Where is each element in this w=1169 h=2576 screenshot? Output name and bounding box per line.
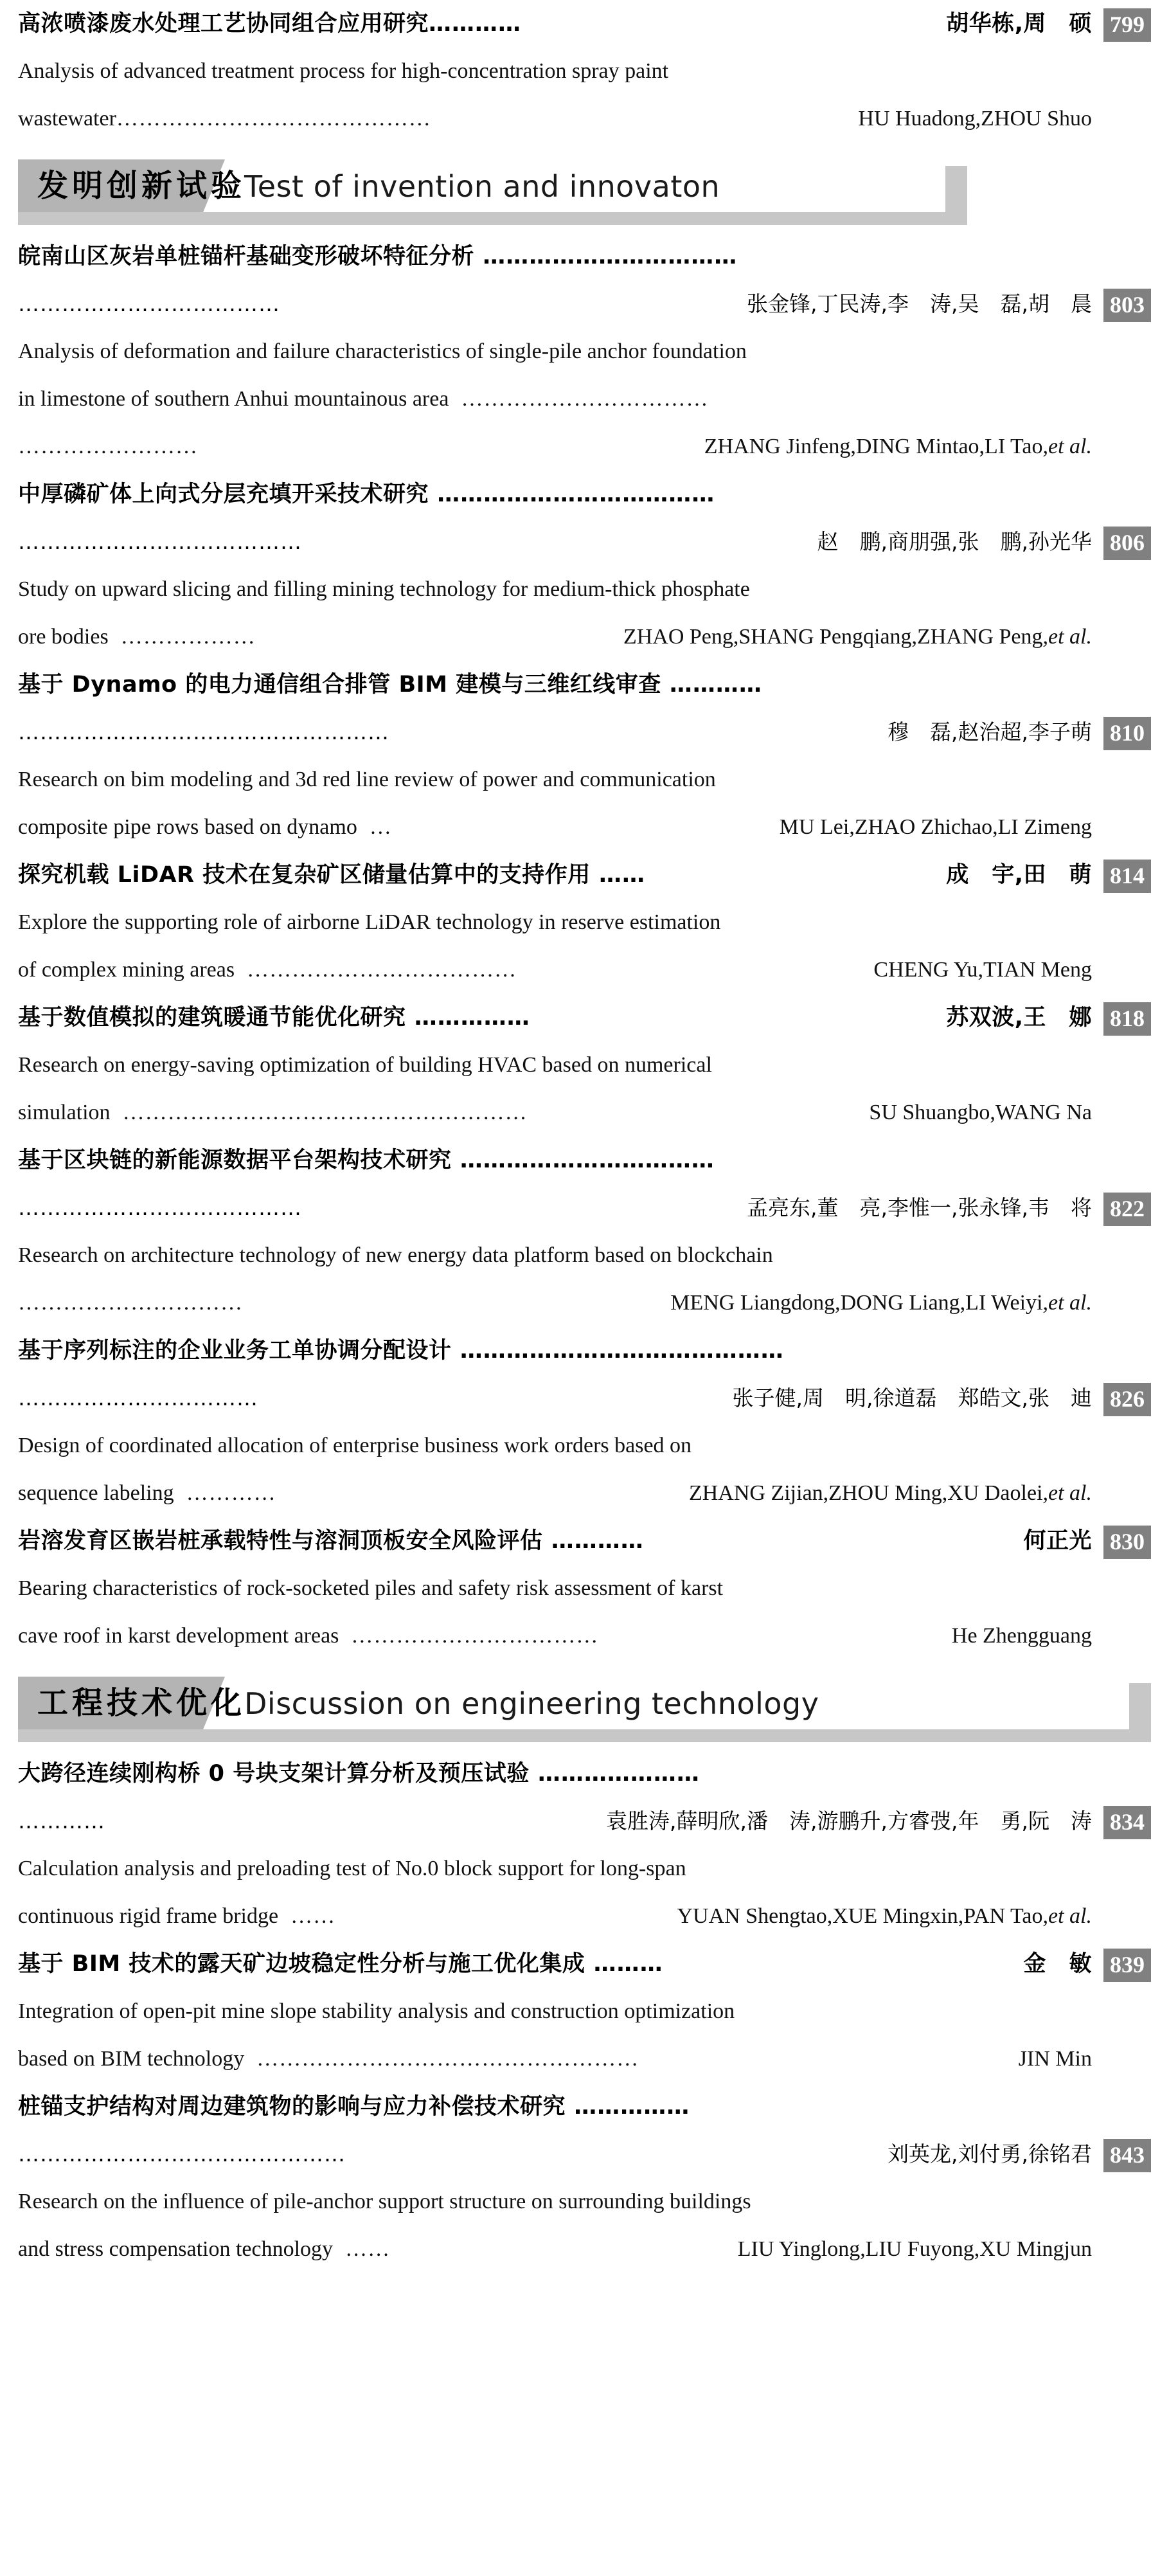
entry-english-line [18, 756, 1151, 804]
leader-dots: … [357, 815, 392, 839]
page-badge-slot [1092, 716, 1151, 749]
toc-entry[interactable] [18, 994, 1151, 1137]
entry-chinese-line [18, 2083, 1151, 2130]
entry-english-title: based on BIM technology [18, 2047, 245, 2071]
entry-chinese-authors: 何正光 [1015, 1528, 1092, 1554]
entry-english-title: in limestone of southern Anhui mountainous area [18, 387, 449, 411]
leader-dots: …………………………………………… [18, 719, 389, 744]
section-heading-chinese: 发明创新试验 [37, 168, 246, 204]
leader-dots: …………………………… [449, 387, 709, 411]
leader-dots: ………… [661, 672, 762, 698]
page-badge-slot [1092, 7, 1151, 41]
entry-chinese-authors-line [18, 708, 1151, 756]
entry-chinese-title: 中厚磷矿体上向式分层充填开采技术研究 [18, 482, 429, 507]
entry-english-title: sequence labeling [18, 1481, 174, 1505]
entry-english-title: composite pipe rows based on dynamo [18, 815, 357, 839]
entry-english-title: Integration of open-pit mine slope stability analysis and construction optimization [18, 1999, 735, 2023]
leader-dots: ………………………………… [18, 529, 302, 554]
entry-chinese-title: 桩锚支护结构对周边建筑物的影响与应力补偿技术研究 [18, 2094, 566, 2120]
toc-entry[interactable] [18, 1137, 1151, 1327]
entry-chinese-authors-line [18, 1184, 1151, 1232]
entry-english-title: of complex mining areas [18, 958, 235, 982]
leader-dots: ……………………………… [18, 291, 280, 316]
entry-english-title: Research on the influence of pile-anchor support structure on surrounding buildings [18, 2190, 751, 2213]
entry-english-line [18, 1893, 1151, 1940]
entry-chinese-title: 基于 BIM 技术的露天矿边坡稳定性分析与施工优化集成 [18, 1951, 585, 1977]
entry-chinese-authors: 张金锋,丁民涛,李 涛,吴 磊,胡 晨 [740, 291, 1092, 316]
entry-english-line [18, 2226, 1151, 2273]
entry-chinese-authors: 孟亮东,董 亮,李惟一,张永锋,韦 将 [740, 1195, 1092, 1220]
leader-dots: ………… [18, 1808, 105, 1833]
entry-english-title: Analysis of deformation and failure characteristics of single-pile anchor foundation [18, 339, 747, 363]
entry-english-line [18, 48, 1151, 95]
et-al-label: ,et al. [1042, 1291, 1092, 1315]
toc-entry[interactable] [18, 2083, 1151, 2273]
entry-chinese-title: 大跨径连续刚构桥 0 号块支架计算分析及预压试验 [18, 1761, 530, 1787]
entry-english-authors: HU Huadong,ZHOU Shuo [858, 107, 1092, 131]
leader-dots: ………… [429, 11, 522, 37]
et-al-label: ,et al. [1042, 625, 1092, 649]
leader-dots: ……………………………… [429, 482, 715, 507]
entry-chinese-title: 基于区块链的新能源数据平台架构技术研究 [18, 1148, 452, 1173]
entry-chinese-authors: 金 敏 [1015, 1951, 1092, 1977]
toc-entry[interactable] [18, 1517, 1151, 1660]
entry-chinese-authors-line [18, 1797, 1151, 1845]
entry-english-authors: CHENG Yu,TIAN Meng [868, 958, 1092, 982]
entry-chinese-authors: 胡华栋,周 硕 [946, 11, 1092, 37]
page-badge-slot [1092, 1382, 1151, 1415]
page-badge-slot [1092, 2138, 1151, 2171]
entry-english-line [18, 375, 1151, 423]
leader-dots: ………… [542, 1528, 644, 1554]
leader-dots: ………………………………… [18, 1195, 302, 1220]
entry-english-authors: ZHANG Zijian,ZHOU Ming,XU Daolei,et al. [683, 1481, 1092, 1505]
leader-dots: …………………………… [451, 1148, 715, 1173]
leader-dots: ……………………………………… [18, 2141, 346, 2166]
entry-english-line [18, 2178, 1151, 2226]
entry-english-line [18, 328, 1151, 375]
entry-chinese-title: 岩溶发育区嵌岩桩承载特性与溶洞顶板安全风险评估 [18, 1528, 543, 1554]
page-badge-slot [1092, 525, 1151, 559]
page-badge-slot [1092, 1001, 1151, 1034]
leader-dots: …… [278, 1904, 336, 1928]
page-badge-slot [1092, 1805, 1151, 1838]
entry-chinese-title: 探究机载 LiDAR 技术在复杂矿区储量估算中的支持作用 [18, 862, 591, 888]
toc-entry[interactable] [18, 0, 1151, 143]
entry-english-line [18, 1988, 1151, 2035]
toc-entry[interactable] [18, 233, 1151, 471]
leader-dots: …………………………………… [451, 1338, 784, 1364]
entry-english-title: ore bodies [18, 625, 109, 649]
entry-english-line [18, 1565, 1151, 1612]
entry-english-authors: LIU Yinglong,LIU Fuyong,XU Mingjun [732, 2237, 1092, 2261]
section-heading-english: Discussion on engineering technology [244, 1686, 819, 1721]
entry-english-line [18, 95, 1151, 143]
leader-dots: …… [590, 862, 645, 888]
page-number-badge[interactable]: 810 [1103, 717, 1151, 750]
leader-dots: …………………… [18, 435, 198, 458]
page-number-badge[interactable]: 830 [1103, 1526, 1151, 1559]
entry-chinese-title: 皖南山区灰岩单桩锚杆基础变形破坏特征分析 [18, 244, 475, 269]
entry-chinese-line [18, 1327, 1151, 1374]
entry-chinese-line [18, 661, 1151, 708]
entry-chinese-line [18, 1940, 1151, 1988]
leader-dots: …………………………… [339, 1624, 599, 1648]
entry-chinese-authors-line [18, 518, 1151, 566]
page-number-badge[interactable]: 826 [1103, 1383, 1151, 1416]
leader-dots: ……… [585, 1951, 663, 1977]
entry-chinese-authors: 赵 鹏,商朋强,张 鹏,孙光华 [810, 529, 1092, 554]
entry-chinese-line [18, 471, 1151, 518]
toc-entry[interactable] [18, 661, 1151, 851]
entry-english-line [18, 1845, 1151, 1893]
page-number-badge[interactable]: 843 [1103, 2139, 1151, 2172]
entry-chinese-authors-line [18, 2130, 1151, 2178]
leader-dots: ……………………………………………… [110, 1101, 528, 1124]
toc-entry[interactable] [18, 851, 1151, 994]
entry-chinese-authors-line [18, 1374, 1151, 1422]
toc-entry[interactable] [18, 471, 1151, 661]
entry-english-authors: MENG Liangdong,DONG Liang,LI Weiyi,et al. [665, 1291, 1092, 1315]
page-number-badge[interactable]: 803 [1103, 289, 1151, 322]
leader-dots: ……………………………… [235, 958, 517, 982]
entry-chinese-line [18, 1750, 1151, 1797]
entry-english-title: simulation [18, 1101, 111, 1124]
leader-dots: …………………………………………… [244, 2047, 639, 2071]
section-header [18, 159, 1151, 226]
page-number-badge[interactable]: 818 [1103, 1002, 1151, 1036]
leader-dots: …………… [406, 1005, 530, 1031]
entry-chinese-authors: 袁胜涛,薛明欣,潘 涛,游鹏升,方睿弢,年 勇,阮 涛 [599, 1808, 1092, 1833]
entry-english-title: Research on bim modeling and 3d red line review of power and communication [18, 768, 716, 791]
entry-english-line [18, 2035, 1151, 2083]
entry-english-authors: ZHANG Jinfeng,DING Mintao,LI Tao,et al. [699, 435, 1092, 458]
entry-english-title: Bearing characteristics of rock-socketed piles and safety risk assessment of karst [18, 1576, 724, 1600]
entry-english-line [18, 613, 1151, 661]
entry-english-authors: He Zhengguang [946, 1624, 1092, 1648]
entry-english-authors: SU Shuangbo,WANG Na [863, 1101, 1092, 1124]
entry-chinese-authors: 成 宇,田 萌 [938, 862, 1092, 888]
entry-english-line [18, 1232, 1151, 1279]
entry-chinese-title: 基于数值模拟的建筑暖通节能优化研究 [18, 1005, 406, 1031]
entry-chinese-authors: 苏双波,王 娜 [938, 1005, 1092, 1031]
toc-entry[interactable] [18, 1327, 1151, 1517]
et-al-label: ,et al. [1042, 1904, 1092, 1928]
leader-dots: …………… [566, 2094, 690, 2120]
entry-english-line [18, 423, 1151, 471]
page-number-badge[interactable]: 839 [1103, 1949, 1151, 1982]
entry-english-title: Design of coordinated allocation of enterprise business work orders based on [18, 1434, 692, 1457]
entry-chinese-line [18, 233, 1151, 280]
leader-dots: ………………………… [18, 1291, 243, 1315]
entry-chinese-line [18, 1517, 1151, 1565]
entry-english-authors: YUAN Shengtao,XUE Mingxin,PAN Tao,et al. [672, 1904, 1092, 1928]
entry-english-title: Research on architecture technology of new energy data platform based on blockchain [18, 1243, 773, 1267]
entry-english-line [18, 946, 1151, 994]
entry-chinese-authors: 刘英龙,刘付勇,徐铭君 [880, 2141, 1092, 2166]
toc-entry[interactable] [18, 1750, 1151, 1940]
entry-chinese-line [18, 851, 1151, 899]
entry-chinese-title: 高浓喷漆废水处理工艺协同组合应用研究 [18, 11, 429, 37]
entry-chinese-authors: 张子健,周 明,徐道磊 郑皓文,张 迪 [726, 1385, 1092, 1410]
entry-chinese-title: 基于 Dynamo 的电力通信组合排管 BIM 建模与三维红线审查 [18, 672, 661, 698]
section-heading-chinese: 工程技术优化 [37, 1685, 246, 1721]
entry-english-title: Study on upward slicing and filling mining technology for medium-thick phosphate [18, 577, 750, 601]
entry-english-line [18, 1470, 1151, 1517]
leader-dots: …………………………………… [116, 107, 431, 131]
entry-english-authors: ZHAO Peng,SHANG Pengqiang,ZHANG Peng,et al. [618, 625, 1092, 649]
entry-english-line [18, 1089, 1151, 1137]
entry-english-title-cont: wastewater [18, 107, 116, 131]
leader-dots: ……………… [108, 625, 256, 649]
page-badge-slot [1092, 1947, 1151, 1981]
leader-dots: ………… [174, 1481, 276, 1505]
sections-container [18, 159, 1151, 2273]
entry-english-line [18, 1612, 1151, 1660]
section-heading-english: Test of invention and innovaton [244, 169, 720, 204]
page-number-badge[interactable]: 822 [1103, 1193, 1151, 1226]
page-number-badge[interactable]: 806 [1103, 527, 1151, 560]
leader-dots: ………………… [529, 1761, 700, 1787]
entry-english-line [18, 804, 1151, 851]
entry-english-line [18, 566, 1151, 613]
entry-english-title: Calculation analysis and preloading test of No.0 block support for long-span [18, 1857, 686, 1880]
leader-dots: …… [333, 2237, 391, 2261]
entry-english-title: Research on energy-saving optimization of building HVAC based on numerical [18, 1053, 712, 1077]
page-number-badge[interactable]: 834 [1103, 1806, 1151, 1839]
entry-english-title: continuous rigid frame bridge [18, 1904, 279, 1928]
entry-english-title: cave roof in karst development areas [18, 1624, 339, 1648]
section-header [18, 1677, 1151, 1743]
entry-english-line [18, 1279, 1151, 1327]
entry-english-title: Explore the supporting role of airborne LiDAR technology in reserve estimation [18, 910, 721, 934]
page-number-badge[interactable]: 814 [1103, 860, 1151, 893]
entry-chinese-title: 基于序列标注的企业业务工单协调分配设计 [18, 1338, 452, 1364]
leader-dots: …………………………… [474, 244, 738, 269]
entry-english-line [18, 1422, 1151, 1470]
entry-english-title: Analysis of advanced treatment process for high-concentration spray paint [18, 59, 669, 83]
entry-chinese-line [18, 994, 1151, 1041]
page-number-badge[interactable]: 799 [1103, 8, 1151, 42]
entry-chinese-line [18, 1137, 1151, 1184]
et-al-label: ,et al. [1042, 435, 1092, 458]
entry-english-line [18, 899, 1151, 946]
entry-english-title: and stress compensation technology [18, 2237, 334, 2261]
page-badge-slot [1092, 858, 1151, 892]
et-al-label: ,et al. [1042, 1481, 1092, 1505]
entry-english-authors: MU Lei,ZHAO Zhichao,LI Zimeng [774, 815, 1092, 839]
entry-english-authors: JIN Min [1013, 2047, 1092, 2071]
toc-entry[interactable] [18, 1940, 1151, 2083]
entry-chinese-authors-line [18, 280, 1151, 328]
entry-chinese-authors: 穆 磊,赵治超,李子萌 [880, 719, 1092, 744]
leader-dots: …………………………… [18, 1385, 258, 1410]
toc-content [18, 0, 1151, 2273]
page-badge-slot [1092, 1524, 1151, 1558]
page-badge-slot [1092, 287, 1151, 321]
entry-chinese-line [18, 0, 1151, 48]
entry-english-line [18, 1041, 1151, 1089]
page-badge-slot [1092, 1191, 1151, 1225]
